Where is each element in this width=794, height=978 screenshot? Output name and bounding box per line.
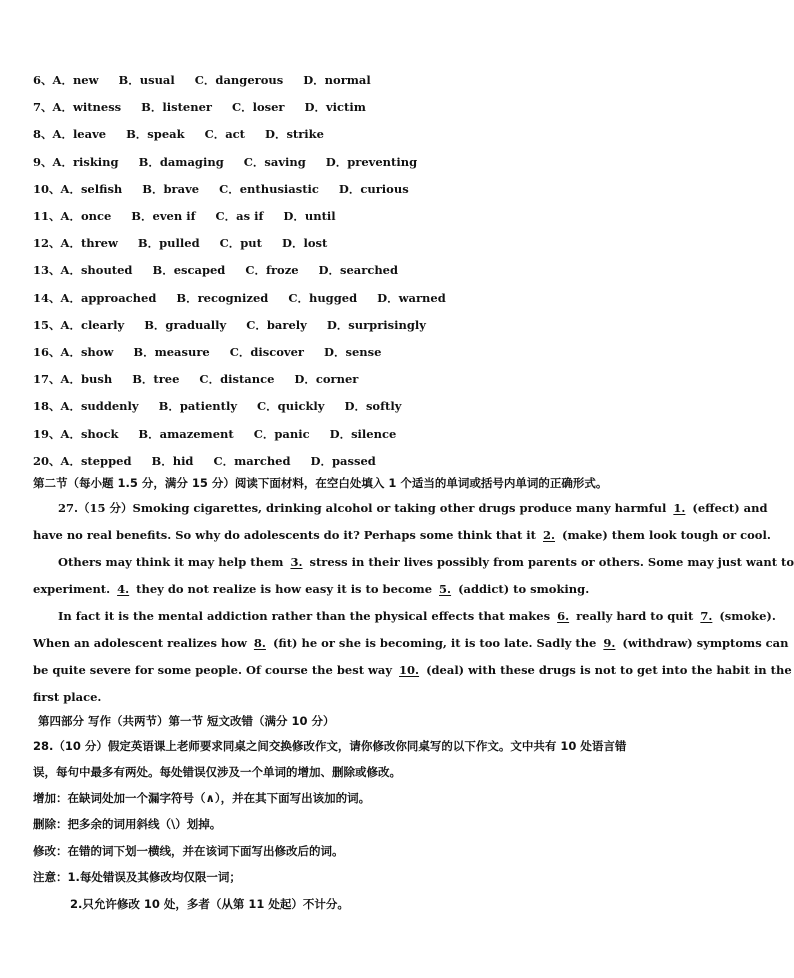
blank-7[interactable]: 7. [700,609,713,623]
option-a[interactable]: A．risking [52,154,119,169]
option-c[interactable]: C．enthusiastic [219,181,319,196]
option-a[interactable]: A．leave [52,127,107,142]
option-a[interactable]: A．suddenly [60,399,139,414]
passage-text: (make) them look tough or cool. [558,528,771,542]
option-b[interactable]: B．pulled [137,236,200,251]
option-d[interactable]: D．lost [281,236,328,251]
passage-line [33,580,589,598]
passage-text: (fit) he or she is becoming, it is too late. Sadly the [268,636,601,650]
note-2: 2.只允许修改 10 处，多者（从第 11 处起）不计分。 [70,897,349,911]
question-row [33,316,426,334]
passage-text: Others may think it may help them [58,555,288,569]
question-number: 16、 [33,345,61,359]
option-b[interactable]: B．amazement [138,426,234,441]
q28-line: 误，每句中最多有两处。每处错误仅涉及一个单词的增加、删除或修改。 [33,765,401,779]
passage-text: When an adolescent realizes how [33,636,251,650]
question-number: 8、 [33,127,53,142]
instruction-delete: 删除：把多余的词用斜线（\）划掉。 [33,817,222,831]
option-c[interactable]: C．panic [253,426,310,441]
passage-text: 27.（15 分）Smoking cigarettes, drinking alcohol or taking other drugs produce many harmful [58,501,671,515]
passage-text: they do not realize is how easy it is to become [132,582,437,596]
passage-line [33,526,771,544]
question-row [33,153,417,171]
option-a[interactable]: A．shouted [60,263,133,278]
blank-6[interactable]: 6. [557,609,570,623]
option-d[interactable]: D．softly [344,399,402,414]
option-b[interactable]: B．recognized [176,290,269,305]
passage-text: (addict) to smoking. [454,582,590,596]
note-1: 注意：1.每处错误及其修改均仅限一词； [33,870,241,884]
passage-line [58,553,794,571]
option-b[interactable]: B．measure [133,345,210,359]
blank-1[interactable]: 1. [673,501,686,515]
option-c[interactable]: C．loser [231,100,285,115]
question-row [33,98,366,116]
question-number: 7、 [33,100,53,115]
passage-text: stress in their lives possibly from parents or others. Some may just want to [305,555,794,569]
option-a[interactable]: A．selfish [60,181,123,196]
blank-8[interactable]: 8. [253,636,266,650]
option-c[interactable]: C．put [219,236,262,251]
option-c[interactable]: C．distance [199,372,275,387]
option-c[interactable]: C．hugged [288,290,358,305]
option-d[interactable]: D．warned [377,290,446,305]
option-b[interactable]: B．tree [132,372,180,387]
blank-4[interactable]: 4. [117,582,130,596]
question-number: 10、 [33,181,61,196]
passage-text: (deal) with these drugs is not to get into the habit in the [422,663,792,677]
question-row [33,343,381,361]
question-number: 20、 [33,453,61,468]
option-c[interactable]: C．saving [243,154,306,169]
question-row [33,125,324,143]
passage-line [33,661,792,679]
passage-text: have no real benefits. So why do adolescents do it? Perhaps some think that it [33,528,540,542]
question-row [33,425,396,443]
question-row [33,207,336,225]
question-number: 9、 [33,154,53,169]
question-row [33,370,358,388]
question-number: 13、 [33,263,61,278]
passage-text: be quite severe for some people. Of course the best way [33,663,397,677]
passage-text: (effect) and [688,501,768,515]
section4-heading: 第四部分 写作（共两节）第一节 短文改错（满分 10 分） [38,714,335,728]
option-d[interactable]: D．corner [294,372,359,387]
option-d[interactable]: D．until [283,209,336,223]
question-number: 17、 [33,372,61,387]
option-d[interactable]: D．sense [324,345,382,359]
question-number: 12、 [33,236,61,251]
question-row [33,452,376,470]
option-d[interactable]: D．strike [264,127,324,142]
blank-3[interactable]: 3. [290,555,303,569]
question-number: 14、 [33,290,61,305]
option-b[interactable]: B．escaped [152,263,226,278]
blank-10[interactable]: 10. [399,663,420,677]
question-row [33,71,371,89]
option-d[interactable]: D．passed [310,453,376,468]
option-b[interactable]: B．even if [131,209,196,223]
question-row [33,397,401,415]
passage-text: experiment. [33,582,115,596]
option-d[interactable]: D．surprisingly [326,317,426,332]
blank-5[interactable]: 5. [439,582,452,596]
option-c[interactable]: C．barely [246,317,307,332]
option-c[interactable]: C．quickly [257,399,325,414]
instruction-add: 增加：在缺词处加一个漏字符号（∧），并在其下面写出该加的词。 [33,791,371,805]
option-b[interactable]: B．usual [118,73,175,87]
question-row [33,234,327,252]
option-b[interactable]: B．listener [141,100,212,115]
option-d[interactable]: D．curious [338,181,409,196]
option-b[interactable]: B．patiently [158,399,238,414]
passage-text: (smoke). [715,609,776,623]
option-c[interactable]: C．dangerous [194,73,284,87]
option-a[interactable]: A．new [52,73,99,87]
passage-line [33,634,789,652]
option-b[interactable]: B．brave [142,181,200,196]
option-c[interactable]: C．marched [213,453,291,468]
option-d[interactable]: D．silence [329,426,397,441]
passage-text: (withdraw) symptoms can [618,636,789,650]
question-number: 6、 [33,73,53,87]
option-d[interactable]: D．searched [318,263,399,278]
passage-text: In fact it is the mental addiction rather than the physical effects that makes [58,609,555,623]
option-c[interactable]: C．discover [229,345,304,359]
option-d[interactable]: D．victim [304,100,366,115]
option-b[interactable]: B．speak [126,127,185,142]
question-row [33,180,409,198]
section2-heading: 第二节（每小题 1.5 分，满分 15 分）阅读下面材料，在空白处填入 1 个适当的单词或括号内单词的正确形式。 [33,476,608,490]
option-a[interactable]: A．witness [52,100,122,115]
passage-line [58,499,768,517]
option-d[interactable]: D．preventing [325,154,418,169]
blank-2[interactable]: 2. [543,528,556,542]
option-a[interactable]: A．shock [60,426,119,441]
option-a[interactable]: A．show [60,345,114,359]
q28-line: 28.（10 分）假定英语课上老师要求同桌之间交换修改作文，请你修改你同桌写的以下作文。文中共有 10 处语言错 [33,739,627,753]
option-c[interactable]: C．froze [245,263,299,278]
option-a[interactable]: A．threw [60,236,118,251]
question-number: 11、 [33,209,61,223]
option-a[interactable]: A．clearly [60,317,125,332]
question-row [33,261,398,279]
option-a[interactable]: A．stepped [60,453,132,468]
option-a[interactable]: A．approached [60,290,157,305]
option-a[interactable]: A．bush [60,372,113,387]
passage-line: first place. [33,690,102,704]
instruction-modify: 修改：在错的词下划一横线，并在该词下面写出修改后的词。 [33,844,344,858]
question-number: 19、 [33,426,61,441]
option-b[interactable]: B．damaging [138,154,224,169]
passage-line [58,607,776,625]
option-b[interactable]: B．hid [151,453,194,468]
option-c[interactable]: C．as if [215,209,264,223]
passage-text: really hard to quit [572,609,698,623]
option-a[interactable]: A．once [60,209,112,223]
option-d[interactable]: D．normal [303,73,371,87]
option-b[interactable]: B．gradually [144,317,227,332]
question-number: 15、 [33,317,61,332]
question-row [33,289,446,307]
option-c[interactable]: C．act [204,127,245,142]
blank-9[interactable]: 9. [603,636,616,650]
question-number: 18、 [33,399,61,414]
